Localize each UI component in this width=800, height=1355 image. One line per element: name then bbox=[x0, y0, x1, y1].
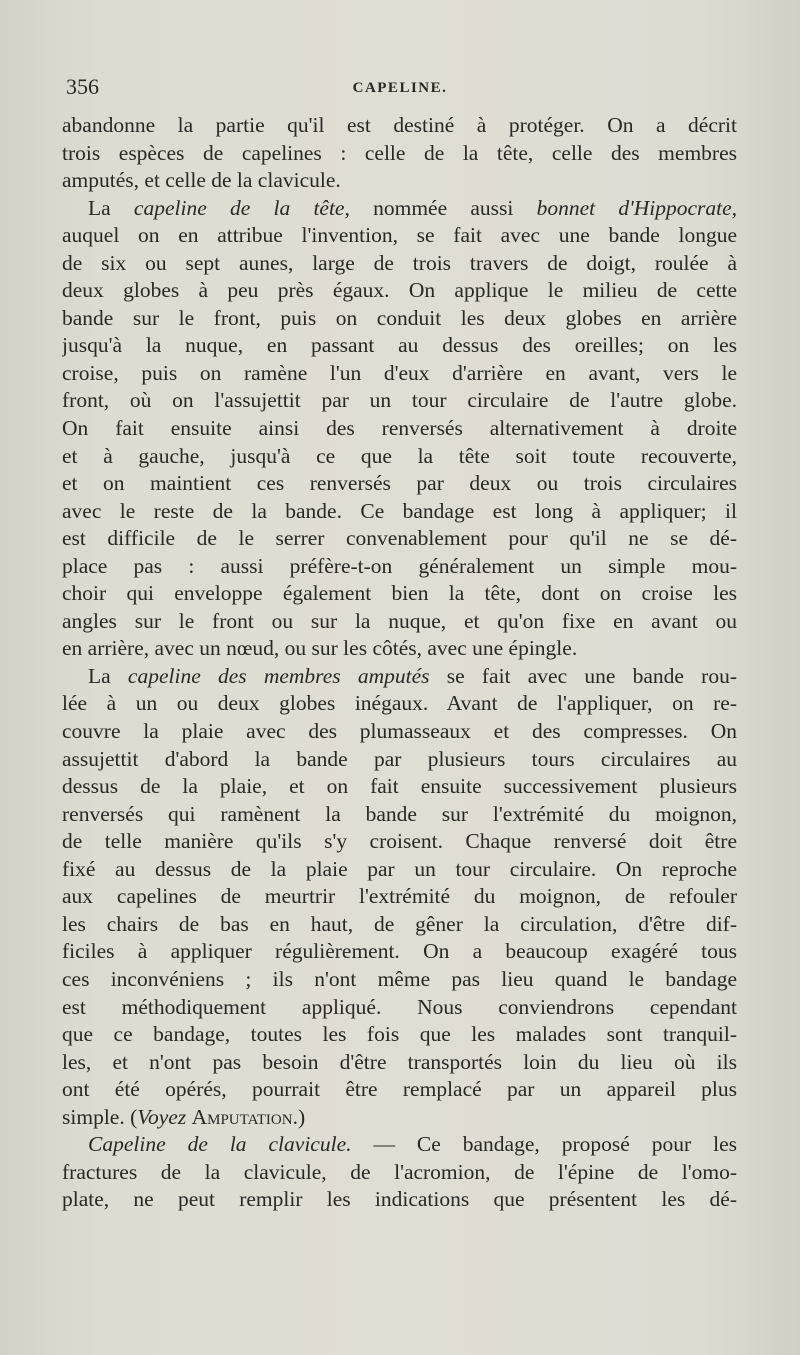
text-line bbox=[62, 635, 737, 663]
text-segment: que ce bandage, toutes les fois que les malades sont tranquil- bbox=[62, 1022, 737, 1047]
text-line bbox=[62, 332, 737, 360]
text-segment: les, et n'ont pas besoin d'être transportés loin du lieu où ils bbox=[62, 1049, 737, 1074]
text-segment: capeline des membres amputés bbox=[127, 663, 430, 688]
text-line bbox=[62, 498, 737, 526]
text-segment: assujettit d'abord la bande par plusieurs tours circulaires au bbox=[62, 746, 737, 771]
text-segment: est difficile de le serrer convenablement pour qu'il ne se dé- bbox=[62, 526, 737, 551]
text-line bbox=[62, 167, 737, 195]
text-segment: et on maintient ces renversés par deux ou trois circulaires bbox=[62, 471, 737, 496]
text-line bbox=[62, 690, 737, 718]
text-segment: ficiles à appliquer régulièrement. On a beaucoup exagéré tous bbox=[62, 939, 737, 964]
page-header bbox=[66, 74, 734, 104]
text-line bbox=[62, 911, 737, 939]
text-line bbox=[62, 250, 737, 278]
text-line bbox=[62, 1186, 737, 1214]
text-line bbox=[62, 415, 737, 443]
body-text bbox=[62, 112, 737, 1214]
text-segment: amputés, et celle de la clavicule. bbox=[62, 168, 341, 193]
text-line bbox=[62, 828, 737, 856]
text-line bbox=[62, 305, 737, 333]
text-segment: jusqu'à la nuque, en passant au dessus des oreilles; on les bbox=[62, 333, 737, 358]
text-segment: ont été opérés, pourrait être remplacé par un appareil plus bbox=[62, 1077, 737, 1102]
text-line bbox=[62, 222, 737, 250]
text-segment: de six ou sept aunes, large de trois travers de doigt, roulée à bbox=[62, 250, 737, 275]
text-segment: deux globes à peu près égaux. On applique le milieu de cette bbox=[62, 278, 737, 303]
text-line bbox=[62, 1049, 737, 1077]
text-segment: La bbox=[88, 195, 134, 220]
text-line bbox=[62, 140, 737, 168]
text-line bbox=[62, 470, 737, 498]
text-line bbox=[62, 360, 737, 388]
text-segment: se fait avec une bande rou- bbox=[429, 663, 737, 688]
text-segment: Amputation. bbox=[191, 1104, 298, 1129]
text-segment: — Ce bandage, proposé pour les bbox=[351, 1132, 737, 1157]
text-line bbox=[62, 773, 737, 801]
text-line bbox=[62, 938, 737, 966]
text-line bbox=[62, 663, 737, 691]
text-line bbox=[62, 443, 737, 471]
running-title: CAPELINE. bbox=[352, 80, 448, 96]
text-line bbox=[62, 1159, 737, 1187]
text-segment: fixé au dessus de la plaie par un tour circulaire. On reproche bbox=[62, 856, 737, 881]
text-line bbox=[62, 1131, 737, 1159]
text-segment: en arrière, avec un nœud, ou sur les côtés, avec une épingle. bbox=[62, 636, 578, 661]
text-line bbox=[62, 387, 737, 415]
text-line bbox=[62, 580, 737, 608]
text-segment: nommée aussi bbox=[349, 195, 537, 220]
text-line bbox=[62, 277, 737, 305]
text-line bbox=[62, 608, 737, 636]
text-line bbox=[62, 553, 737, 581]
text-segment: bonnet d'Hippocrate, bbox=[536, 195, 737, 220]
text-line bbox=[62, 1021, 737, 1049]
text-segment: abandonne la partie qu'il est destiné à protéger. On a décrit bbox=[62, 113, 737, 137]
text-segment: Voyez bbox=[137, 1104, 187, 1129]
text-segment: choir qui enveloppe également bien la tête, dont on croise les bbox=[62, 581, 737, 606]
text-line bbox=[62, 112, 737, 140]
text-segment: Capeline de la clavicule. bbox=[88, 1132, 352, 1157]
text-line bbox=[62, 801, 737, 829]
text-line bbox=[62, 746, 737, 774]
text-segment: fractures de la clavicule, de l'acromion, de l'épine de l'omo- bbox=[62, 1159, 737, 1184]
text-segment: couvre la plaie avec des plumasseaux et des compresses. On bbox=[62, 719, 737, 744]
text-segment: On fait ensuite ainsi des renversés alternativement à droite bbox=[62, 416, 737, 441]
text-segment: lée à un ou deux globes inégaux. Avant de l'appliquer, on re- bbox=[62, 691, 737, 716]
text-segment: capeline de la tête, bbox=[133, 195, 350, 220]
text-line bbox=[62, 718, 737, 746]
text-line bbox=[62, 966, 737, 994]
text-segment: place pas : aussi préfère-t-on généralement un simple mou- bbox=[62, 553, 737, 578]
text-segment: aux capelines de meurtrir l'extrémité du moignon, de refouler bbox=[62, 884, 737, 909]
text-segment: La bbox=[88, 663, 128, 688]
text-line bbox=[62, 1076, 737, 1104]
text-segment: dessus de la plaie, et on fait ensuite successivement plusieurs bbox=[62, 774, 737, 799]
page-number: 356 bbox=[66, 74, 99, 99]
text-line bbox=[62, 883, 737, 911]
text-segment: angles sur le front ou sur la nuque, et qu'on fixe en avant ou bbox=[62, 608, 737, 633]
text-line bbox=[62, 525, 737, 553]
text-segment: est méthodiquement appliqué. Nous conviendrons cependant bbox=[62, 994, 737, 1019]
text-segment: croise, puis on ramène l'un d'eux d'arrière en avant, vers le bbox=[62, 360, 737, 385]
text-segment: front, où on l'assujettit par un tour circulaire de l'autre globe. bbox=[62, 388, 737, 413]
text-segment: ces inconvéniens ; ils n'ont même pas lieu quand le bandage bbox=[62, 966, 737, 991]
text-segment: simple. ( bbox=[62, 1104, 138, 1129]
text-line bbox=[62, 994, 737, 1022]
text-segment: et à gauche, jusqu'à ce que la tête soit toute recouverte, bbox=[62, 443, 737, 468]
text-segment: avec le reste de la bande. Ce bandage est long à appliquer; il bbox=[62, 498, 737, 523]
text-line bbox=[62, 195, 737, 223]
text-segment: renversés qui ramènent la bande sur l'extrémité du moignon, bbox=[62, 801, 737, 826]
text-segment: les chairs de bas en haut, de gêner la circulation, d'être dif- bbox=[62, 911, 737, 936]
text-segment: bande sur le front, puis on conduit les deux globes en arrière bbox=[62, 305, 737, 330]
text-segment: plate, ne peut remplir les indications que présentent les dé- bbox=[62, 1187, 737, 1212]
text-line bbox=[62, 1104, 737, 1132]
text-line bbox=[62, 856, 737, 884]
text-segment: auquel on en attribue l'invention, se fait avec une bande longue bbox=[62, 223, 737, 248]
text-segment: ) bbox=[297, 1104, 306, 1129]
text-segment: trois espèces de capelines : celle de la tête, celle des membres bbox=[62, 140, 737, 165]
text-segment: de telle manière qu'ils s'y croisent. Chaque renversé doit être bbox=[62, 829, 737, 854]
